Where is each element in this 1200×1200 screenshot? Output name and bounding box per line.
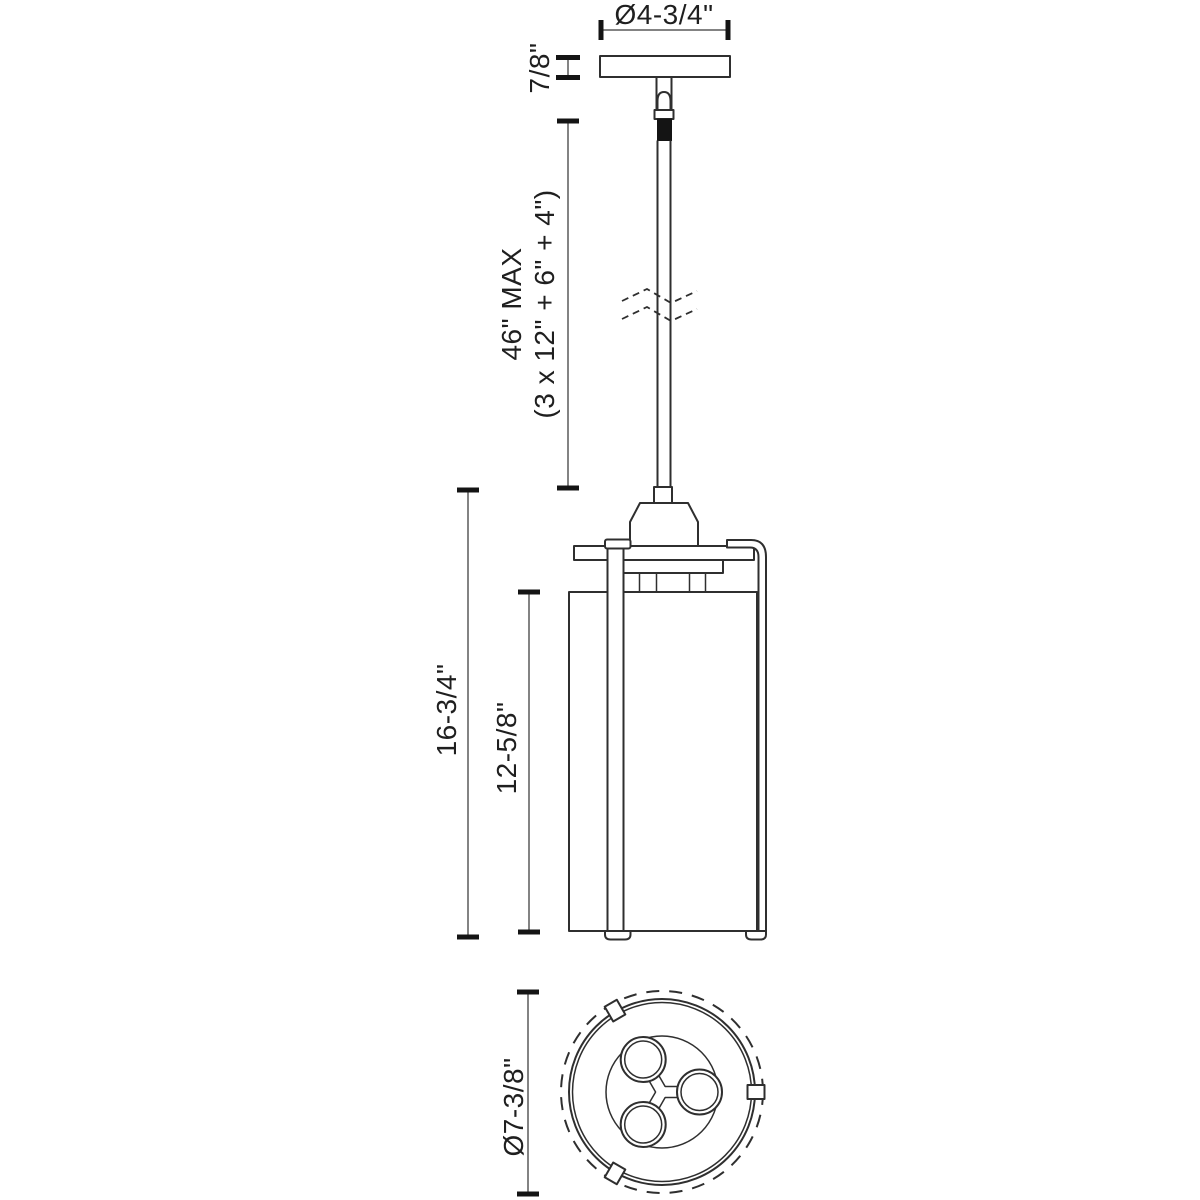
lamp-socket-bottom-left (621, 1102, 666, 1147)
socket-ring (677, 1070, 722, 1115)
socket-housing (630, 503, 698, 546)
frame-foot-right (746, 931, 766, 940)
socket-ring (621, 1037, 666, 1082)
frame-cap-left (605, 540, 631, 549)
swivel-collar (655, 110, 674, 119)
hang-straight-connector (658, 119, 672, 141)
clip-block (748, 1085, 765, 1099)
shade-rim-inner (573, 1003, 752, 1182)
glass-shade (569, 592, 757, 931)
hang-straight-swivel (655, 92, 674, 141)
dim-canopy-height (524, 43, 580, 94)
canopy-diameter-label: Ø4-3/4" (614, 0, 714, 30)
socket-ring (621, 1102, 666, 1147)
canopy-plate (600, 56, 730, 77)
fixture-bottom-view (561, 991, 765, 1193)
frame-outline-dashed (561, 991, 763, 1193)
dim-canopy-diameter (601, 0, 728, 40)
rod-collar (654, 487, 672, 503)
dim-overall-diameter (498, 992, 539, 1194)
shade-height-label: 12-5/8" (491, 701, 522, 795)
dim-overall-height (431, 490, 479, 937)
shade-rim-outer (569, 999, 755, 1185)
rod-break-symbol (622, 289, 697, 303)
frame-strap-left (608, 542, 624, 932)
rod-break-symbol (622, 307, 697, 321)
dim-rod-length (496, 121, 579, 488)
clip-block (605, 1000, 626, 1022)
frame-clip-right (748, 1085, 765, 1099)
rod-formula-label: (3 x 12" + 6" + 4") (529, 189, 560, 419)
swivel-loop (658, 92, 671, 111)
overall-diameter-label: Ø7-3/8" (498, 1057, 529, 1157)
frame-foot-left (605, 931, 631, 940)
overall-height-label: 16-3/4" (431, 663, 462, 757)
dim-shade-height (491, 592, 540, 932)
frame-clip-top-left (605, 1000, 626, 1022)
fixture-side-view (569, 487, 766, 940)
rod-max-label: 46" MAX (496, 247, 527, 361)
canopy-height-label: 7/8" (524, 42, 555, 94)
suspension-rod (622, 141, 697, 488)
frame-clip-bottom-left (605, 1163, 626, 1185)
lamp-socket-right (677, 1070, 722, 1115)
lamp-socket-top-left (621, 1037, 666, 1082)
socket-plate (612, 560, 723, 573)
clip-block (605, 1163, 626, 1185)
